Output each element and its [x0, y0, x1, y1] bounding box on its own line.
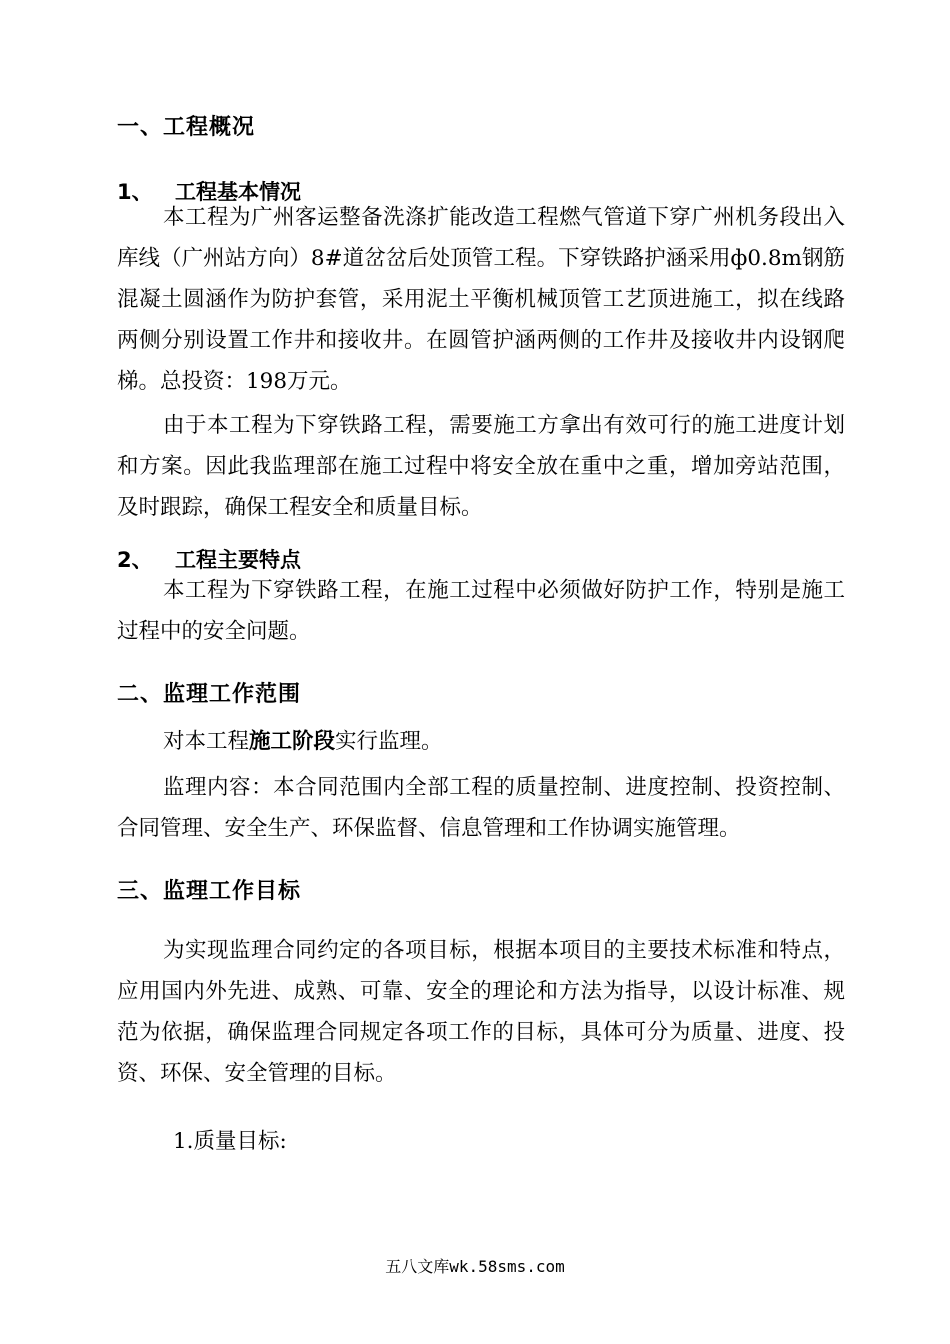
paragraph-text: 由于本工程为下穿铁路工程，需要施工方拿出有效可行的施工进度计划和方案。因此我监理部在施工过程中将安全放在重中之重，增加旁站范围，及时跟踪，确保工程安全和质量目标。: [117, 413, 845, 520]
subsection-2-number: 2、: [117, 548, 153, 572]
subsection-1-title: 工程基本情况: [175, 180, 301, 204]
subsection-1-number: 1、: [117, 180, 153, 204]
scope-bold: 施工阶段: [249, 729, 336, 754]
paragraph-text: 本工程为下穿铁路工程，在施工过程中必须做好防护工作，特别是施工过程中的安全问题。: [117, 578, 845, 644]
scope-prefix: 对本工程: [163, 729, 250, 754]
footer-watermark: 五八文库wk.58sms.com: [385, 1257, 565, 1276]
quality-objective-item: 1.质量目标:: [173, 1129, 287, 1154]
paragraph-text: 本工程为广州客运整备洗涤扩能改造工程燃气管道下穿广州机务段出入库线（广州站方向）8#道岔岔后处顶管工程。下穿铁路护涵采用ф0.8m钢筋混凝土圆涵作为防护套管，采用泥土平衡机械顶管工艺顶进施工，拟在线路两侧分别设置工作井和接收井。在圆管护涵两侧的工作井及接收井内设钢爬梯。总投资：198万元。: [117, 205, 845, 394]
section-2-heading: 二、监理工作范围: [117, 682, 302, 707]
project-features-paragraph: [117, 570, 845, 652]
section-3-heading: 三、监理工作目标: [117, 879, 302, 904]
project-basic-paragraph-1: [117, 197, 845, 402]
paragraph-text: 监理内容：本合同范围内全部工程的质量控制、进度控制、投资控制、合同管理、安全生产、环保监督、信息管理和工作协调实施管理。: [117, 775, 845, 841]
subsection-2-title: 工程主要特点: [175, 548, 301, 572]
scope-suffix: 实行监理。: [335, 729, 443, 754]
supervision-content-paragraph: [117, 767, 845, 849]
section-1-heading: 一、工程概况: [117, 115, 256, 140]
scope-line: [163, 724, 443, 755]
objectives-paragraph: [117, 930, 845, 1094]
project-basic-paragraph-2: [117, 405, 845, 528]
paragraph-text: 为实现监理合同约定的各项目标，根据本项目的主要技术标准和特点，应用国内外先进、成熟、可靠、安全的理论和方法为指导，以设计标准、规范为依据，确保监理合同规定各项工作的目标，具体可分为质量、进度、投资、环保、安全管理的目标。: [117, 938, 845, 1086]
